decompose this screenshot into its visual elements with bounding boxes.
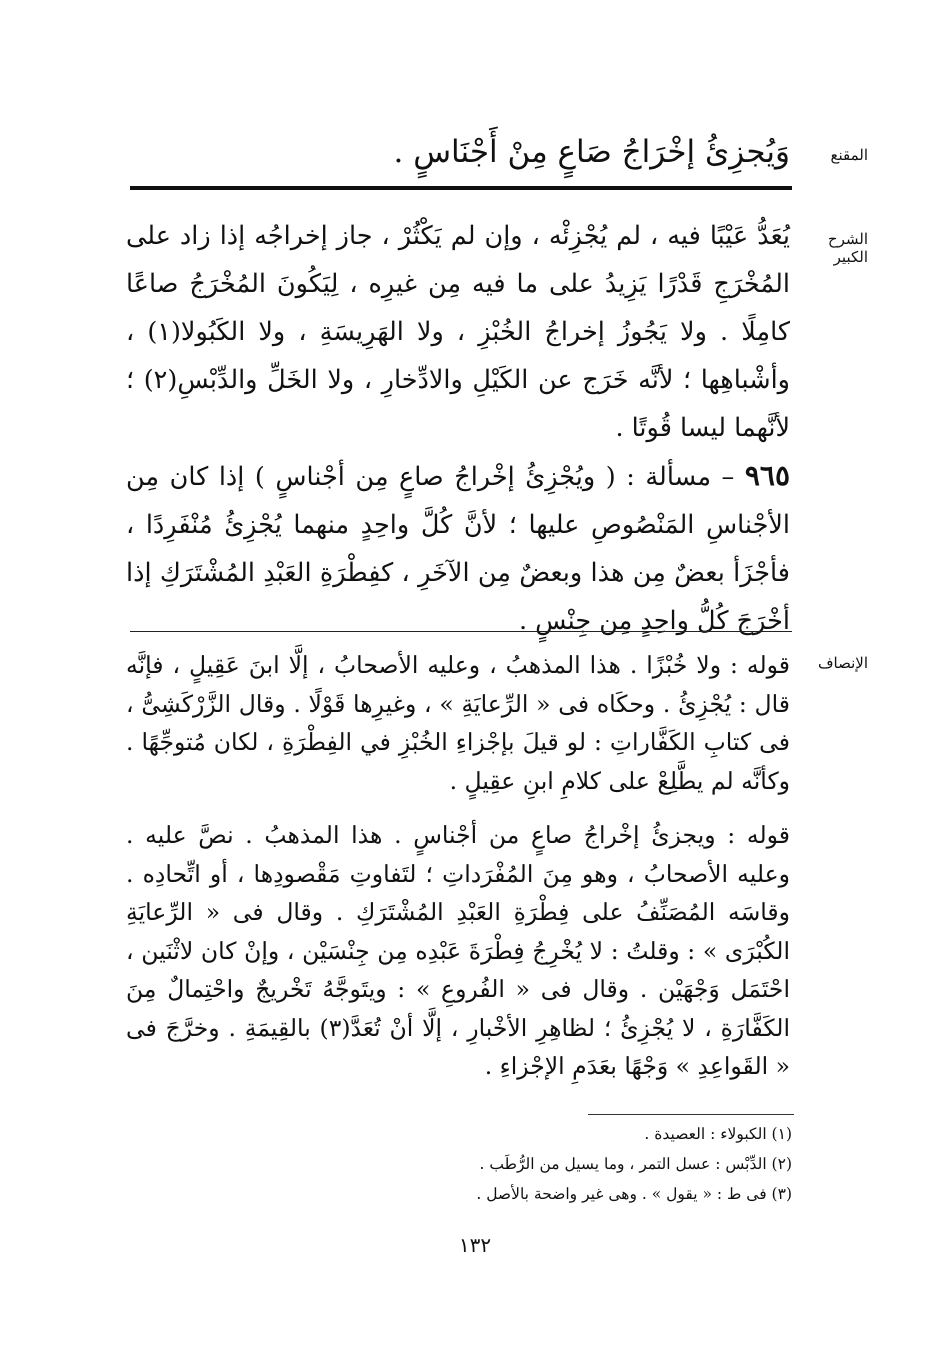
muqni-section-label: المقنع [830,146,868,164]
insaf-body [126,646,790,1086]
footnote-3: (٣) فى ط : « يقول » . وهى غير واضحة بالأصل . [476,1185,792,1203]
footnote-2: (٢) الدِّبْس : عسل التمر ، وما يسيل من الرُّطَب . [479,1155,792,1173]
footnote-divider [588,1114,794,1115]
header-divider [130,186,792,190]
sharh-paragraph-1: يُعَدُّ عَيْبًا فيه ، لم يُجْزِئْه ، وإن لم يَكْثُرْ ، جاز إخراجُه إذا زاد على المُخْرَجِ قَدْرًا يَزِيدُ على ما فيه مِن غيرِه ، لِيَكُونَ المُخْرَجُ صاعًا كامِلًا . ولا يَجُوزُ إخراجُ الخُبْزِ ، ولا الهَرِيسَةِ ، ولا الكَبُولا(١) ، وأشْباهِها ؛ لأنَّه خَرَج عن الكَيْلِ والادِّخارِ ، ولا الخَلِّ والدِّبْسِ(٢) ؛ لأنَّهما ليسا قُوتًا . [126,221,790,443]
sharh-section-label: الشرح الكبير [827,230,868,266]
insaf-paragraph-2: قوله : ويجزئُ إخْراجُ صاعٍ من أجْناسٍ . هذا المذهبُ . نصَّ عليه . وعليه الأصحابُ ، وهو مِنَ المُفْرَداتِ ؛ لتَفاوتِ مَقْصودِها ، أو اتِّحادِه . وقاسَه المُصَنِّفُ على فِطْرَةِ العَبْدِ المُشْتَرَكِ . وقال فى « الرِّعايَةِ الكُبْرَى » : وقلتُ : لا يُخْرِجُ فِطْرَةَ عَبْدِه مِن جِنْسَيْن ، وإنْ كان لاثْنَين ، احْتَمَل وَجْهَيْن . وقال فى « الفُروعِ » : ويتَوجَّهُ تَخْريجٌ واحْتِمالٌ مِنَ الكَفَّارَةِ ، لا يُجْزِئُ ؛ لظاهِرِ الأخْبارِ ، إلَّا أنْ تُعَدَّ(٣) بالقِيمَةِ . وخرَّجَ فى « القَواعِدِ » وَجْهًا بعَدَمِ الإجْزاءِ . [126,821,790,1080]
masala-number: ٩٦٥ [744,459,790,492]
insaf-paragraph-1: قوله : ولا خُبْزًا . هذا المذهبُ ، وعليه الأصحابُ ، إلَّا ابنَ عَقِيلٍ ، فإنَّه قال : يُجْزِئُ . وحكَاه فى « الرِّعايَةِ » ، وغيرِها قَوْلًا . وقال الزَّرْكَشِىُّ ، فى كتابِ الكَفَّاراتِ : لو قيلَ بإجْزاءِ الخُبْزِ في الفِطْرَةِ ، لكان مُتوجِّهًا . وكأنَّه لم يطَّلِعْ على كلامِ ابنِ عقِيلٍ . [126,651,790,795]
masala-text: – مسألة : ( ويُجْزِئُ إخْراجُ صاعٍ مِن أجْناسٍ ) إذا كان مِن الأجْناسِ المَنْصُوصِ عليها ؛ لأنَّ كُلَّ واحِدٍ منهما يُجْزِئُ مُنْفَرِدًا ، فأجْزَأ بعضٌ مِن هذا وبعضٌ مِن الآخَرِ ، كفِطْرَةِ العَبْدِ المُشْتَرَكِ إذا أخْرَجَ كُلُّ واحِدٍ مِن جِنْسٍ . [126,462,790,636]
muqni-text: وَيُجزِئُ إخْرَاجُ صَاعٍ مِنْ أَجْنَاسٍ . [393,134,790,170]
insaf-section-label: الإنصاف [817,654,868,672]
page-number: ١٣٢ [458,1233,492,1257]
sharh-body [126,212,790,645]
sharh-paragraph-2 [126,452,790,645]
footnote-1: (١) الكبولاء : العصيدة . [644,1125,792,1143]
footnotes [128,1119,792,1209]
section-divider [130,631,792,632]
